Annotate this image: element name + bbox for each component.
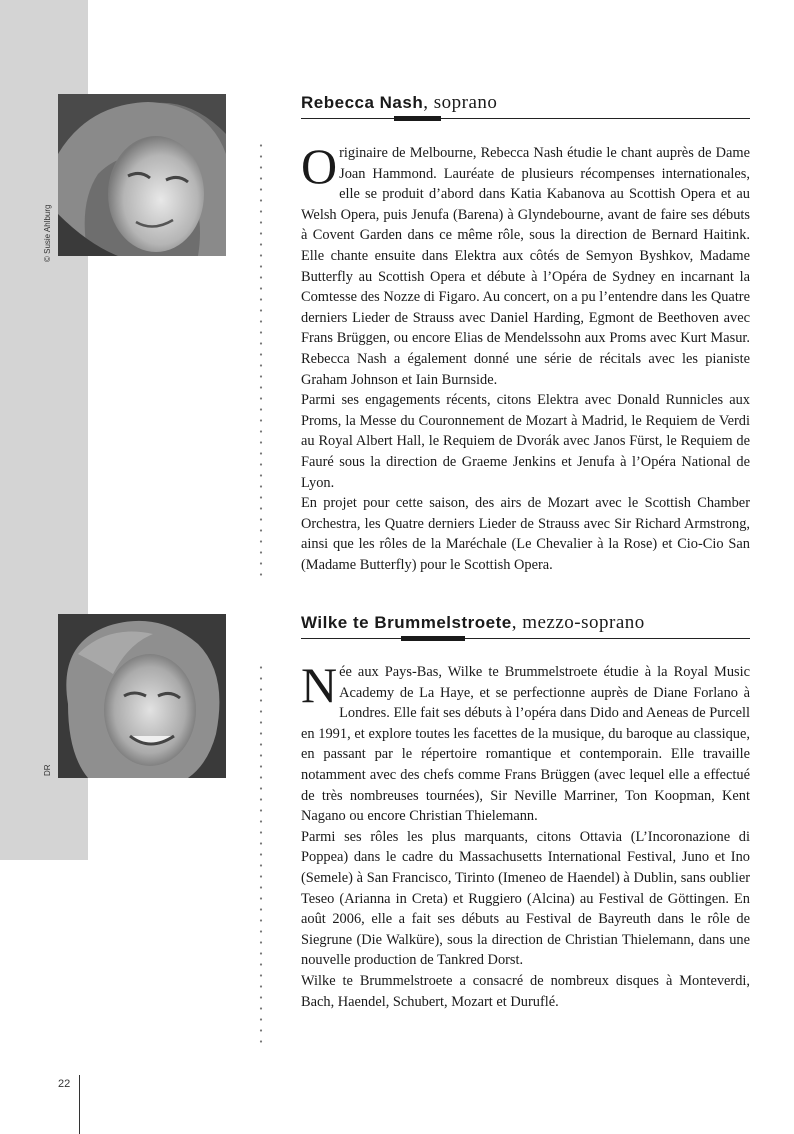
artist-voice: , soprano: [423, 92, 498, 113]
artist-name: Rebecca Nash: [301, 93, 424, 112]
page-number: 22: [58, 1078, 71, 1090]
heading-underline-accent: [394, 116, 441, 121]
artist-name: Wilke te Brummelstroete: [301, 613, 512, 632]
drop-cap: N: [301, 657, 338, 713]
page-gutter-line: [79, 1075, 80, 1134]
artist-voice: , mezzo-soprano: [511, 612, 645, 633]
dotted-rule: [258, 662, 264, 1047]
bio-paragraph: En projet pour cette saison, des airs de Mozart avec le Scottish Chamber Orchestra, les Quatre derniers Lieder de Strauss avec Sir Richard Armstrong, ainsi que les rôles de la Maréchale (Le Chevalier à la Rose) et Cio-Cio San (Madame Butterfly) pour le Scottish Opera.: [301, 495, 750, 573]
bio-paragraph: Parmi ses rôles les plus marquants, citons Ottavia (L’Incoronazione di Poppea) dans le cadre du Massachusetts International Festival, Juno et Ino (Semele) à San Francisco, Tirinto (Imeneo de Haendel) à Dublin, sans oublier Teseo (Arianna in Creta) et Ruggiero (Alcina) au Festival de Göttingen. En août 2006, elle a fait ses débuts au Festival de Bayreuth dans le rôle de Siegrune (Die Walküre), sous la direction de Christian Thielemann, dans une nouvelle production de Tankred Dorst.: [301, 828, 750, 969]
photo-credit: DR: [43, 764, 52, 776]
bio-paragraph: Wilke te Brummelstroete a consacré de nombreux disques à Monteverdi, Bach, Haendel, Schubert, Mozart et Duruflé.: [301, 972, 750, 1010]
portrait-photo-wilke-te-brummelstroete: [58, 614, 226, 778]
artist-biography: [301, 657, 750, 1012]
photo-credit: © Susie Ahlburg: [43, 204, 52, 262]
drop-cap: O: [301, 138, 338, 194]
heading-underline-accent: [401, 636, 465, 641]
portrait-photo-rebecca-nash: [58, 94, 226, 256]
artist-biography: [301, 138, 750, 575]
bio-paragraph: Née aux Pays-Bas, Wilke te Brummelstroete étudie à la Royal Music Academy de La Haye, et se perfectionne auprès de Diane Forlano à Londres. Elle fait ses débuts à l’opéra dans Dido and Aeneas de Purcell en 1991, et explore toutes les facettes de la musique, du baroque au classique, en passant par le répertoire romantique et contemporain. Elle travaille notamment avec des chefs comme Frans Brüggen (avec lequel elle a effectué de très nombreuses tournées), Sir Neville Marriner, Ton Koopman, Kent Nagano ou encore Christian Thielemann.: [301, 657, 750, 825]
bio-paragraph: Parmi ses engagements récents, citons Elektra avec Donald Runnicles aux Proms, la Messe du Couronnement de Mozart à Madrid, le Requiem de Verdi au Royal Albert Hall, le Requiem de Dvorák avec Janos Fürst, le Requiem de Fauré sous la direction de Graeme Jenkins et Jenufa à l’Opéra National de Lyon.: [301, 392, 750, 491]
dotted-rule: [258, 140, 264, 580]
section-heading: [301, 92, 750, 119]
bio-paragraph: Originaire de Melbourne, Rebecca Nash étudie le chant auprès de Dame Joan Hammond. Lauréate de plusieurs récompenses internationales, elle se produit d’abord dans Katia Kabanova au Scottish Opera et au Welsh Opera, puis Jenufa (Barena) à Glyndebourne, avant de faire ses débuts à Covent Garden dans ce même rôle, sous la direction de Bernard Haitink. Elle chante ensuite dans Elektra aux côtés de Semyon Byshkov, Madame Butterfly au Scottish Opera et débute à l’Opéra de Sydney en incarnant la Comtesse des Nozze di Figaro. Au concert, on a pu l’entendre dans les Quatre derniers Lieder de Strauss avec Daniel Harding, Egmont de Beethoven avec Frans Brüggen, ou encore Elias de Mendelssohn aux Proms avec Kurt Masur. Rebecca Nash a également donné une série de récitals avec les pianiste Graham Johnson et Iain Burnside.: [301, 138, 750, 388]
section-heading: [301, 612, 750, 639]
